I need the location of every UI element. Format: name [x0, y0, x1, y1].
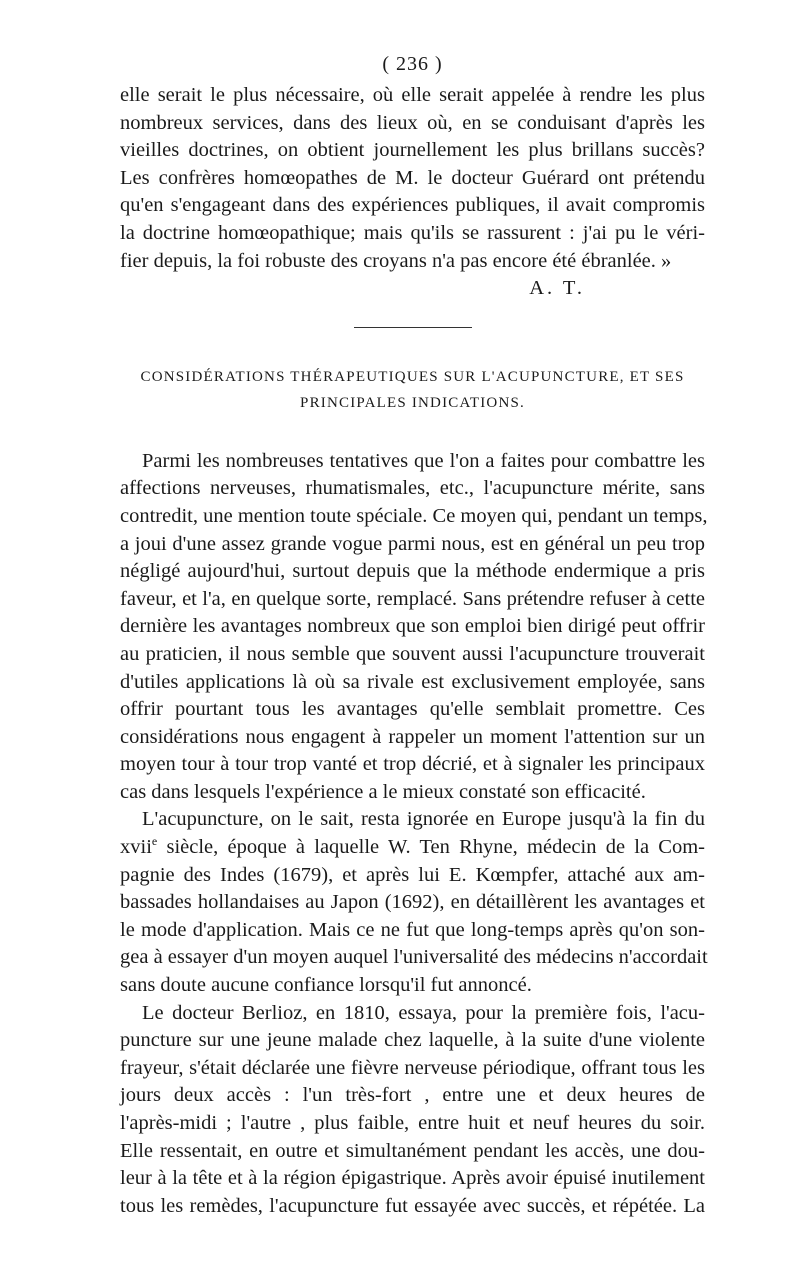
text-line: leur à la tête et à la région épigastrique. Après avoir épuisé inutilement — [120, 1167, 705, 1190]
page-number: ( 236 ) — [382, 53, 443, 75]
section-heading — [120, 364, 705, 416]
text-line: vieilles doctrines, on obtient journellement les plus brillans succès? — [120, 139, 705, 162]
text-line: négligé aujourd'hui, surtout depuis que la méthode endermique a pris — [120, 560, 705, 583]
text-line: d'utiles applications là où sa rivale est exclusivement employée, sans — [120, 670, 705, 693]
text-line: Le docteur Berlioz, en 1810, essaya, pour la première fois, l'acu- — [142, 1001, 705, 1024]
century-superscript: e — [151, 834, 158, 849]
text-line: moyen tour à tour trop vanté et trop décrié, et à signaler les principaux — [120, 753, 705, 776]
text-line — [120, 834, 705, 862]
text-line: affections nerveuses, rhumatismales, etc., l'acupuncture mérite, sans — [120, 477, 705, 500]
section-heading-line-2: PRINCIPALES INDICATIONS. — [300, 394, 525, 411]
text-line: contredit, une mention toute spéciale. Ce moyen qui, pendant un temps, — [120, 504, 708, 527]
text-line: bassades hollandaises au Japon (1692), en détaillèrent les avantages et — [120, 891, 705, 914]
paragraph-1 — [120, 448, 708, 807]
text-line: le mode d'application. Mais ce ne fut que long-temps après qu'on son- — [120, 918, 705, 941]
text-line: frayeur, s'était déclarée une fièvre nerveuse périodique, offrant tous les — [120, 1056, 705, 1079]
text-line: offrir pourtant tous les avantages qu'elle semblait promettre. Ces — [120, 698, 705, 721]
text-line: jours deux accès : l'un très-fort , entre une et deux heures de — [120, 1084, 705, 1107]
century-numeral: xvii — [120, 836, 152, 859]
section-divider — [354, 327, 472, 328]
text-line: L'acupuncture, on le sait, resta ignorée en Europe jusqu'à la fin du — [142, 808, 705, 831]
text-line: sans doute aucune confiance lorsqu'il fut annoncé. — [120, 974, 532, 997]
intro-paragraph — [120, 82, 705, 275]
text-line: tous les remèdes, l'acupuncture fut essayée avec succès, et répétée. La — [120, 1194, 705, 1217]
text-line: qu'en s'engageant dans des expériences publiques, il avait compromis — [120, 194, 705, 217]
text-line: Les confrères homœopathes de M. le docteur Guérard ont prétendu — [120, 166, 705, 189]
book-page — [120, 52, 708, 1220]
author-signature: A. T. — [529, 277, 585, 300]
text-line: la doctrine homœopathique; mais qu'ils se rassurent : j'ai pu le véri- — [120, 221, 705, 244]
text-line-rest: siècle, époque à laquelle W. Ten Rhyne, médecin de la Com- — [157, 836, 705, 859]
text-line: l'après-midi ; l'autre , plus faible, entre huit et neuf heures du soir. — [120, 1112, 705, 1134]
text-line: Parmi les nombreuses tentatives que l'on a faites pour combattre les — [142, 449, 705, 472]
section-heading-line-1: CONSIDÉRATIONS THÉRAPEUTIQUES SUR L'ACUPUNCTURE, ET SES — [140, 368, 685, 385]
text-line: puncture sur une jeune malade chez laquelle, à la suite d'une violente — [120, 1029, 705, 1052]
text-line: a joui d'une assez grande vogue parmi nous, est en général un peu trop — [120, 532, 705, 555]
text-line: fier depuis, la foi robuste des croyans n'a pas encore été ébranlée. » — [120, 249, 672, 272]
text-line: faveur, et l'a, en quelque sorte, remplacé. Sans prétendre refuser à cette — [120, 587, 705, 610]
text-line: pagnie des Indes (1679), et après lui E. Kœmpfer, attaché aux am- — [120, 863, 705, 886]
paragraph-2 — [120, 806, 708, 999]
text-line: considérations nous engagent à rappeler un moment l'attention sur un — [120, 725, 705, 748]
text-line: Elle ressentait, en outre et simultanément pendant les accès, une dou- — [120, 1139, 705, 1162]
text-line: dernière les avantages nombreux que son emploi bien dirigé peut offrir — [120, 615, 705, 638]
text-line: au praticien, il nous semble que souvent aussi l'acupuncture trouverait — [120, 642, 705, 665]
text-line: gea à essayer d'un moyen auquel l'universalité des médecins n'accordait — [120, 946, 708, 969]
text-line: elle serait le plus nécessaire, où elle serait appelée à rendre les plus — [120, 84, 705, 106]
text-line: nombreux services, dans des lieux où, en se conduisant d'après les — [120, 111, 705, 134]
paragraph-3 — [120, 1000, 705, 1221]
text-line: cas dans lesquels l'expérience a le mieux constaté son efficacité. — [120, 780, 646, 803]
